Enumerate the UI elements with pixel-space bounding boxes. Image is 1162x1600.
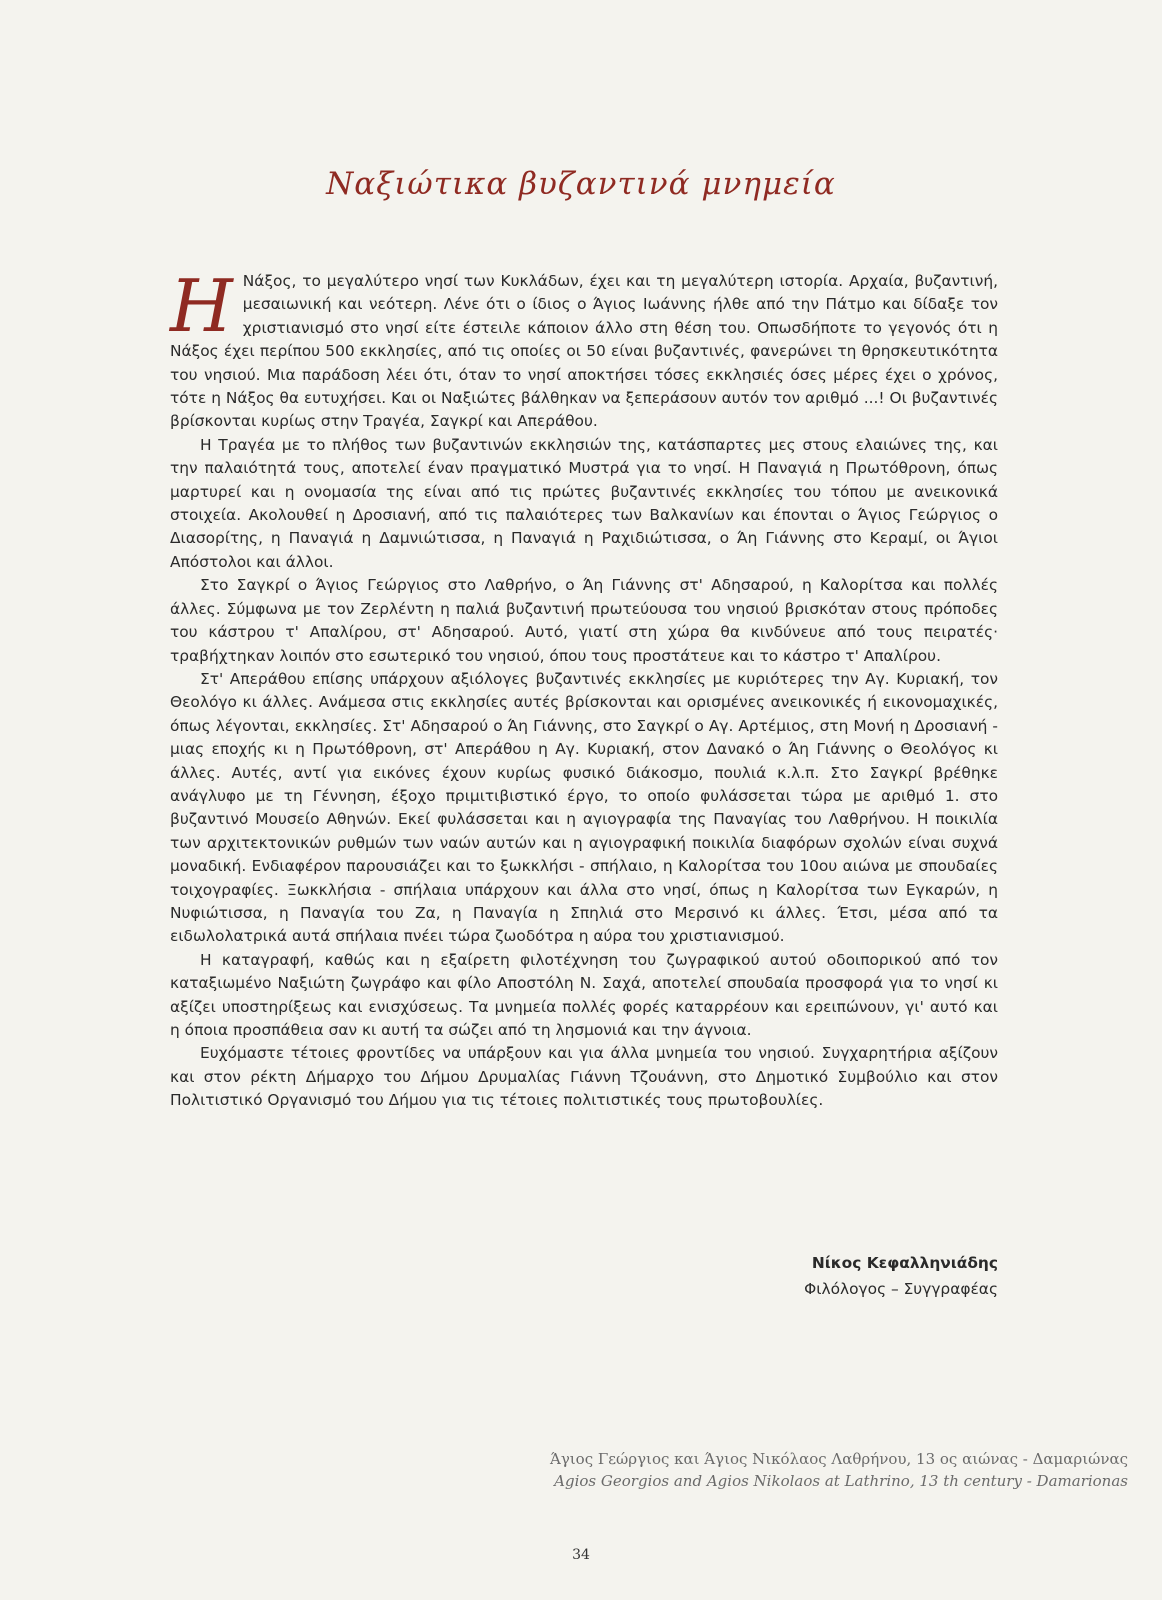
paragraph: Η καταγραφή, καθώς και η εξαίρετη φιλοτέχνηση του ζωγραφικού αυτού οδοιπορικού από τον καταξιωμένο Ναξιώτη ζωγράφο και φίλο Αποστόλη Ν. Σαχά, αποτελεί σπουδαία προσφορά για το νησί κι αξίζει υποστηρίξεως και ενισχύσεως. Τα μνημεία πολλές φορές καταρρέουν και ερειπώνουν, γι' αυτό και η όποια προσπάθεια σαν κι αυτή τα σώζει από τη λησμονιά και την άγνοια. xyxy=(170,950,998,1039)
author-name: Νίκος Κεφαλληνιάδης xyxy=(811,1254,998,1272)
article-body xyxy=(170,264,998,1113)
paragraph xyxy=(170,264,998,434)
caption-english: Agios Georgios and Agios Nikolaos at Lathrino, 13 th century - Damarionas xyxy=(554,1472,1128,1490)
caption-greek: Άγιος Γεώργιος και Άγιος Νικόλαος Λαθρήνου, 13 ος αιώνας - Δαμαριώνας xyxy=(549,1450,1128,1468)
paragraph: Στο Σαγκρί ο Άγιος Γεώργιος στο Λαθρήνο, ο Άη Γιάννης στ' Αδησαρού, η Καλορίτσα και πολλές άλλες. Σύμφωνα με τον Ζερλέντη η παλιά βυζαντινή πρωτεύουσα του νησιού βρισκόταν στους πρόποδες του κάστρου τ' Απαλίρου, στ' Αδησαρού. Αυτό, γιατί στη χώρα θα κινδύνευε από τους πειρατές· τραβήχτηκαν λοιπόν στο εσωτερικό του νησιού, όπου τους προστάτευε και το κάστρο τ' Απαλίρου. xyxy=(170,576,998,665)
signature-block xyxy=(804,1250,998,1302)
paragraph-text: Νάξος, το μεγαλύτερο νησί των Κυκλάδων, έχει και τη μεγαλύτερη ιστορία. Αρχαία, βυζαντινή, μεσαιωνική και νεότερη. Λένε ότι ο ίδιος ο Άγιος Ιωάννης ήλθε από την Πάτμο και δίδαξε τον χριστιανισμό στο νησί είτε έστειλε κάποιον άλλο στη θέση του. Οπωσδήποτε το γεγονός ότι η Νάξος έχει περίπου 500 εκκλησίες, από τις οποίες οι 50 είναι βυζαντινές, φανερώνει τη θρησκευτικότητα του νησιού. Μια παράδοση λέει ότι, όταν το νησί αποκτήσει τόσες εκκλησιές όσες μέρες έχει ο χρόνος, τότε η Νάξος θα ευτυχήσει. Και οι Ναξιώτες βάλθηκαν να ξεπεράσουν αυτόν τον αριθμό ...! Οι βυζαντινές βρίσκονται κυρίως στην Τραγέα, Σαγκρί και Απεράθου. xyxy=(170,272,998,431)
paragraph: Ευχόμαστε τέτοιες φροντίδες να υπάρξουν και για άλλα μνημεία του νησιού. Συγχαρητήρια αξίζουν και στον ρέκτη Δήμαρχο του Δήμου Δρυμαλίας Γιάννη Τζουάννη, στο Δημοτικό Συμβούλιο και στον Πολιτιστικό Οργανισμό του Δήμου για τις τέτοιες πολιτιστικές τους πρωτοβουλίες. xyxy=(170,1044,998,1110)
page-title: Ναξιώτικα βυζαντινά μνημεία xyxy=(326,166,836,202)
image-caption xyxy=(550,1448,1128,1492)
paragraph: Η Τραγέα με το πλήθος των βυζαντινών εκκλησιών της, κατάσπαρτες μες στους ελαιώνες της, και την παλαιότητά τους, αποτελεί έναν πραγματικό Μυστρά για το νησί. Η Παναγιά η Πρωτόθρονη, όπως μαρτυρεί και η ονομασία της είναι από τις πρώτες βυζαντινές εκκλησίες του τόπου με ανεικονικά στοιχεία. Ακολουθεί η Δροσιανή, από τις παλαιότερες των Βαλκανίων και έπονται ο Άγιος Γεώργιος ο Διασορίτης, η Παναγιά η Δαμνιώτισσα, η Παναγιά η Ραχιδιώτισσα, ο Άη Γιάννης στο Κεραμί, οι Άγιοι Απόστολοι και άλλοι. xyxy=(170,435,998,571)
paragraph: Στ' Απεράθου επίσης υπάρχουν αξιόλογες βυζαντινές εκκλησίες με κυριότερες την Αγ. Κυριακή, τον Θεολόγο κι άλλες. Ανάμεσα στις εκκλησίες αυτές βρίσκονται και ορισμένες ανεικονικές ή εικονομαχικές, όπως λέγονται, εκκλησίες. Στ' Αδησαρού ο Άη Γιάννης, στο Σαγκρί ο Αγ. Αρτέμιος, στη Μονή η Δροσιανή - μιας εποχής κι η Πρωτόθρονη, στ' Απεράθου η Αγ. Κυριακή, στον Δανακό ο Άη Γιάννης ο Θεολόγος κι άλλες. Αυτές, αντί για εικόνες έχουν κυρίως φυσικό διάκοσμο, πουλιά κ.λ.π. Στο Σαγκρί βρέθηκε ανάγλυφο με τη Γέννηση, έξοχο πριμιτιβιστικό έργο, το οποίο φυλάσσεται τώρα με αριθμό 1. στο βυζαντινό Μουσείο Αθηνών. Εκεί φυλάσσεται και η αγιογραφία της Παναγίας του Λαθρήνου. Η ποικιλία των αρχιτεκτονικών ρυθμών των ναών αυτών και η αγιογραφική ποικιλία διαφόρων σχολών είναι συχνά μοναδική. Ενδιαφέρον παρουσιάζει και το ξωκκλήσι - σπήλαιο, η Καλορίτσα του 10ου αιώνα με σπουδαίες τοιχογραφίες. Ξωκκλήσια - σπήλαια υπάρχουν και άλλα στο νησί, όπως η Καλορίτσα των Εγκαρών, η Νυφιώτισσα, η Παναγία του Ζα, η Παναγία η Σπηλιά στο Μερσινό κι άλλες. Έτσι, μέσα από τα ειδωλολατρικά αυτά σπήλαια πνέει τώρα ζωοδότρα η αύρα του χριστιανισμού. xyxy=(170,669,998,946)
author-role: Φιλόλογος – Συγγραφέας xyxy=(804,1280,998,1298)
drop-cap: Η xyxy=(170,264,233,348)
page-number: 34 xyxy=(572,1547,590,1563)
